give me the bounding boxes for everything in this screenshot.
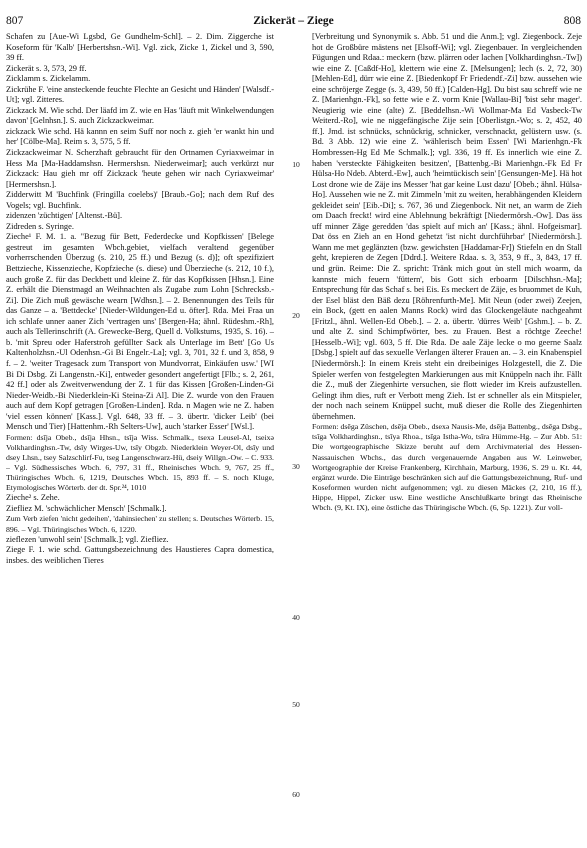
line-number: 30 (292, 462, 300, 471)
page-title: Zickerät – Ziege (253, 15, 334, 27)
page-number-left: 807 (6, 15, 24, 27)
line-number: 50 (292, 700, 300, 709)
forms-note: Formen: dsīja Obeb., dsīja Hhsn., tsīja Wiss. Schmalk., tsexə Leusel-Al, tseixə Volkhardinghsn.-Tw, dsīy Wirges-Uw, tsīy Obgzb. Niederklein Weyer-Ol, dsīy und dsey Lhsn., tsey Salzschlirf-Fu, tseg Langenschwarz-Hü, dseiy Willgn.-Ow. – C. 933. – Vgl. Südhessisches Wbch. 6, 797, 31 ff., Rheinisches Wbch. 9, 767, 25 ff., Thüringisches Wbch. 6, 1219, Deutsches Wbch. 15, 893 ff. – S. noch Kluge, Etymologisches Wörterb. der dt. Spr.²⁴, 1010 (6, 432, 274, 493)
entry-zidenzen: zidenzen 'züchtigen' [Altenst.-Bü]. (6, 211, 123, 221)
line-number: 60 (292, 790, 300, 799)
entry-zieflezen: zieflezen 'unwohl sein' [Schmalk.]; vgl. Ziefliez. (6, 534, 169, 544)
right-column (312, 32, 582, 842)
entry-zickzack: Zickzack M. Wie schd. Der läafd im Z. wie en Has 'läuft mit Winkelwendungen davon' [Gelnhsn.]. S. auch Zickzackweimar. (6, 105, 274, 126)
etymology-note: Zum Verb ziefen 'nicht gedeihen', 'dahinsiechen' zu stellen; s. Deutsches Wörterb. 15, 896. – Vgl. Thüringisches Wbch. 6, 1220. (6, 514, 274, 534)
forms-note: Formen: dsēga Züschen, dsēja Obeb., dsexə Nausis-Me, dsēja Battenbg., dsēga Dsbg., tsīga Volkhardinghsn., tsīya Rhoa., tsīga Istha-Wo, tsīra Hümme-Hg. – Zur Abb. 51: Die wortgeographische Skizze beruht auf dem Archivmaterial des Hessen-Nassauischen Wbchs., das durch vergenauernde Angaben aus W. Leinweber, Wortgeographie der Kreise Frankenberg, Kirchhain, Marburg, 1936, S. 29 u. Kt. 44, ergänzt wurde. Die Einträge beschränken sich auf die Gattungsbezeichnung, Ruf- und Koseformen wurden nicht aufgenommen; vgl. zu diesen Mäckes (2, 210, 16 ff.), Hippe, Hippel, Zicker usw. Eine westliche Anschlußkarte bringt das Rheinische Wbch. (9, Kt. IX), eine östliche das Thüringische Wbch. (6, Sp. 1221). Zur voll- (312, 422, 582, 512)
page-number-right: 808 (563, 15, 581, 27)
entry-zickzack-adv: zickzack Wie schd. Hä kannn en seim Suff nor noch z. gieh 'er wankt hin und her' [Cölbe-Ma]. Reim s. 3, 575, 5 ff. (6, 126, 274, 147)
entry-zickeraet: Zickerät s. 3, 573, 29 ff. (6, 63, 87, 73)
page-header (6, 14, 581, 28)
entry-zicklamm: Zicklamm s. Zickelamm. (6, 74, 91, 84)
entry-zidreden: Zidreden s. Syringe. (6, 221, 74, 231)
entry-text: Schafen zu [Aue-Wi Lgsbd, Ge Gundhelm-Schl]. – 2. Dim. Ziggerche ist Koseform für 'Kalb' [Herbertshsn.-Wi]. Vgl. zick, Zicke 1, Zickel und 3, 590, 39 ff. (6, 32, 274, 63)
entry-zieche-2: Zieche² s. Zehe. (6, 493, 60, 503)
entry-ziege-continued: [Verbreitung und Synonymik s. Abb. 51 und die Anm.]; vgl. Ziegenbock. Zeje hot de Großbüre mästens net [Elsoff-Wi]; vgl. Ziegenbauer. In vergleichenden Fügungen und Rdaa.: meckern (bzw. plärren oder lachen [Volkhardinghsn.-Tw]) wie eine Z. [Caßdf-Ho], klettern wie eine Z. [Melsungen]; lech (s. 2, 72, 30) [Mehlen-Ed], dürr wie eine Z. [Biedenkopf Fr Friedendf.-Zi] bzw. aussehen wie eine schröjerge Zegge (s. 3, 439, 50 ff.) [Calden-Hg]. Du bist sau schreff wie ne Z. [Marienhgn.-Fk], so fette wie e Z. vorm Knie [Wallau-Bi] 'bist sehr mager'. Neugierig wie eine (alte) Z. [Beddelhsn.-Wi Wollmar-Ma Ed Vasbeck-Tw Weiterd.-Ro], wie ne niggefängische Zije sein [Oberlistgn.-Wo; s. 2, 452, 40 ff.]. Jmd. ist schnücks, schnückrig, schnicker, verschnackt, gelüstern usw. (s. Bd. 3 Abb. 12) wie eine Z. 'wählerisch beim Essen' [Wi Marienhgn.-Fk Hombressen-Hg Ed Me Schmalk.]; vgl. 336, 19 ff. Es innerlich wie eine Z. haben 'versteckte Fähigkeiten besitzen', [Battenbg.-Bi Marienhgn.-Fk Ed Fr Hülsa-Ho Ndeb. Abterd.-Ew], auch 'heimtückisch sein' [Gensungen-Me]. Hä hot Lost drone wie de Zäje ins Messer 'hat gar keine Lust dazu' [Obeb.; ähnl. Hülsa-Ho]. Aussehen wie ne Z. mit Zimmeln 'mit zu weiten, herabhängenden Kleidern gekleidet sein' [Eib.-Di]; s. 767, 36 und Ziegenbock. Nit net, an warm de Zieh om Daach freckt! wird eine Ablehnung bekräftigt [Niedermörsh.-Ow]. Das äss uff minner Zäge geredden 'das spielt auf mich an' [Kass.; ähnl. Hofgeismar]. Dat öss en Zieh an en Hond gehetzt 'ist nicht durchführbar' [Niedermörsh.]. Wann me met geglänzten (bzw. gewichsten [Haddamar-Fr]) Stiefeln en dn Stall geht, krepieren de Zegen [Ddrd.]. Weitere Rdaa. s. 3, 353, 9 ff., 3, 843, 17 ff. und grün. Reime: Die Z. spricht: Tränk mich gout ùn stell mich woarm, da kannste mich feuern 'füttern', bis Gott sich erboarm [Dilschhsn.-Ma]; Entsprechung für das Schaf s. bei Eis. Es meckert de Zäje, es bruommet de Kuh, der Esel bläst den Bäß dezu [Röhrenfurth-Me]. Mit Neun (oder zwei) Zeejen, ein Bock, (gett en aalen Manns Rock) wird das Glockengeläute nachgeahmt [Fritzl., ähnl. Wellen-Ed Obeb.]. – 2. a. übertr. 'dürres Weib' [Gshm.]. – b. Z. und alte Z. sind Schimpfwörter, bes. zu Frauen. Best a röchtge Zeeche! [Hesselb.-Wi]; vgl. 603, 5 ff. Die Rda. De aale Zäje lecke o mo geerne Saalz [Dsbg.] spielt auf das sexuelle Verlangen älterer Frauen an. – 3. ein Knabenspiel [Niedermörsh.]: In einem Kreis steht ein dreibeiniges Holzgestell, die Z. Die Spieler werfen von festgelegten Markierungen aus mit Knüppeln nach ihr. Fällt die Z., muß der Ziegenhirte versuchen, sie flott wieder im Kreis aufzustellen. Gelingt ihm dies, ruft er Verbott meng Zieh. Ist er schneller als ein Mitspieler, der noch nach seinem Knüppel sucht, muß dieser die Rolle des Ziegenhirten übernehmen. (312, 32, 582, 421)
line-number: 40 (292, 613, 300, 622)
left-column (6, 32, 274, 842)
entry-zickruehe: Zickrühe F. 'eine ansteckende feuchte Flechte an Gesicht und Händen' [Walsdf.-Ut]; vgl. Zitteres. (6, 84, 274, 105)
line-number: 20 (292, 311, 300, 320)
entry-zickzackweimar: Zickzackweimar N. Scherzhaft gebraucht für den Ortnamen Cyriaxweimar in Hess Ma [Ma-Haddamshsn. Hermershsn. Niederweimar]; auch verkürzt nur Zickzack: Hau gieh mr off Zickzack 'heute gehen wir nach Cyriaxweimar' [Hermershsn.]. (6, 148, 274, 189)
entry-ziefliez: Ziefliez M. 'schwächlicher Mensch' [Schmalk.]. (6, 503, 167, 513)
entry-ziege: Ziege F. 1. wie schd. Gattungsbezeichnung des Haustieres Capra domestica, insbes. des weiblichen Tieres (6, 545, 274, 565)
line-number: 10 (292, 160, 300, 169)
entry-zieche: Zieche¹ F. M. 1. a. "Bezug für Bett, Federdecke und Kopfkissen' [Belege gestreut im gesamten Wbch.gebiet, vielfach veraltend gegenüber vorherrschenden Überzug (s. 210, 25 ff.) und Bezug (s. d)]; oft spezifiziert Bettzieche, Kissenzieche, Kopfzieche (s. diese) und Überzieche (s. 212, 10 f.), auch große Z. für das Deckbett und kleine Z. für das Kopfkissen [Hhsn.]. Eine Z. erhält die Dienstmagd an Weihnachten als Zugabe zum Lohn [Schrecksb.-Zi]. Die Zich muß gewäsche wearn [Wdhsn.]. – 2. Benennungen des Teils für das Ganze – a. 'Bettdecke' [Nieder-Wildungen-Ed u. öfter]. Rda. Mei Fraa un ich schlafe unner aaner Zich 'vertragen uns' [Bergen-Ha; ähnl. Rüdeshm.-Rh], auch als Tellerinschrift (A. Grewecke-Berg, Quell d. Volkstums, 1935, S. 16). – b. 'mit Spreu oder Haferstroh gefüllter Sack als Unterlage im Bett' [Go Us Kaltenholzhsn.-Ul Odenhsn.-Gi Bi Engelr.-La]; vgl. 3, 701, 32 f. und 3, 858, 9 f. – 2. 'weiter Tragesack zum Transport von Mundvorrat, Einkäufen usw.' [WI Bi Di Dsbg. Zi Langenstn.-Ki], entweder gesondert angefertigt [Flb.; s. 2, 261, 42 ff.] oder als Zweitverwendung der Z. 1 für das Kissen [Großen-Linden-Gi Nieder-Weidb.-Bi Niederklein-Ki Steina-Zi Al]. Die Z. wurde von den Frauen auch auf dem Kopf getragen [Großen-Linden]. Rda. n Magen wie ne Z. haben 'viel essen können' [Kass.]. Vgl. 648, 33 ff. – 3. übertr. 'dicker Leib' (bei Mensch und Tier) [Hattenhm.-Rh Selters-Uw], auch 'starker Esser' [Wsl.]. (6, 232, 274, 432)
entry-zidderwitt: Zidderwitt M 'Buchfink (Fringilla coelebs)' [Braub.-Go]; nach dem Ruf des Vogels; vgl. Buchfink. (6, 190, 274, 210)
